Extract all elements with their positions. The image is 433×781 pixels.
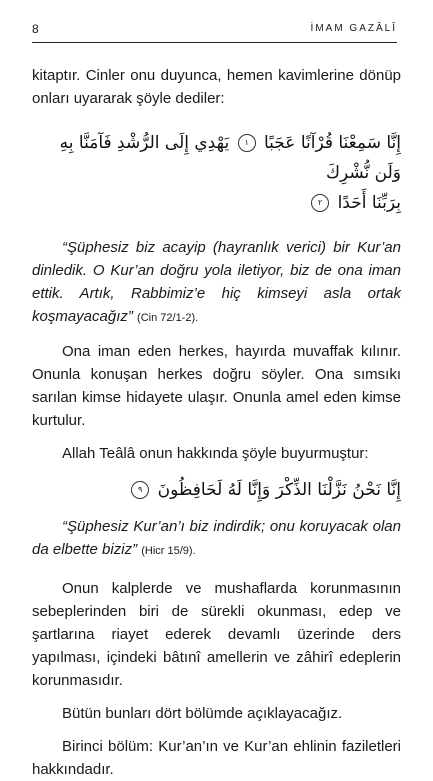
paragraph-4: Bütün bunları dört bölümde açıklayacağız. [62, 705, 343, 722]
intro-paragraph: kitaptır. Cinler onu duyunca, hemen kavimlerine dönüp onları uyararak şöyle dediler: [32, 67, 401, 107]
ayah-2-line [32, 475, 401, 505]
ayah-1-text-b: يَهْدِي إِلَى الرُّشْدِ فَآمَنَّا بِهِ وَلَن نُّشْرِكَ [59, 133, 401, 183]
ayah-block-2 [32, 475, 401, 505]
page-body [32, 64, 401, 781]
paragraph-3: Onun kalplerde ve mushaflarda korunmasının sebeplerinden biri de sürekli okunması, edep ve şartlarına riayet ederek devamlı üzerinde ders yapılması, içindeki bâtınî amellerin ve zâhirî edeplerin korunmasıdır. [32, 580, 401, 689]
quote-1-text: “Şüphesiz biz acayip (hayranlık verici) bir Kur’an dinledik. O Kur’an doğru yola iletiyor, biz de ona iman ettik. Artık, Rabbimiz’e hiç kimseyi asla ortak koşmayacağız” [32, 239, 401, 325]
running-title: İMAM GAZÂLÎ [310, 23, 397, 34]
quote-2-text: “Şüphesiz Kur’an’ı biz indirdik; onu koruyacak olan da elbette biziz” [32, 518, 401, 558]
paragraph-1: Ona iman eden herkes, hayırda muvaffak kılınır. Onunla konuşan herkes doğru söyler. Ona sımsıkı sarılan kimse hidayete ulaşır. Onunla amel eden kimse kurtulur. [32, 343, 401, 429]
paragraph-2: Allah Teâlâ onun hakkında şöyle buyurmuştur: [62, 445, 369, 462]
ayah-1-text-a: إِنَّا سَمِعْنَا قُرْآنًا عَجَبًا [264, 133, 401, 153]
paragraph-5: Birinci bölüm: Kur’an’ın ve Kur’an ehlinin faziletleri hakkındadır. [32, 738, 401, 778]
ayah-1-line-1 [32, 128, 401, 188]
header-rule [32, 42, 397, 43]
ayah-1-line-2 [32, 188, 401, 218]
ayah-block-1 [32, 128, 401, 218]
quote-1 [32, 236, 401, 330]
ayah-2-text: إِنَّا نَحْنُ نَزَّلْنَا الذِّكْرَ وَإِنَّا لَهُ لَحَافِظُونَ [157, 480, 401, 500]
page-number: 8 [32, 22, 39, 36]
verse-mark-2: ٢ [311, 194, 329, 212]
verse-mark-1: ١ [238, 134, 256, 152]
quote-2-reference: (Hicr 15/9). [141, 545, 196, 557]
quote-1-reference: (Cin 72/1-2). [137, 312, 199, 324]
quote-2 [32, 515, 401, 563]
ayah-1-text-c: بِرَبِّنَا أَحَدًا [337, 193, 401, 213]
page-header [32, 22, 397, 36]
verse-mark-3: ٩ [131, 481, 149, 499]
